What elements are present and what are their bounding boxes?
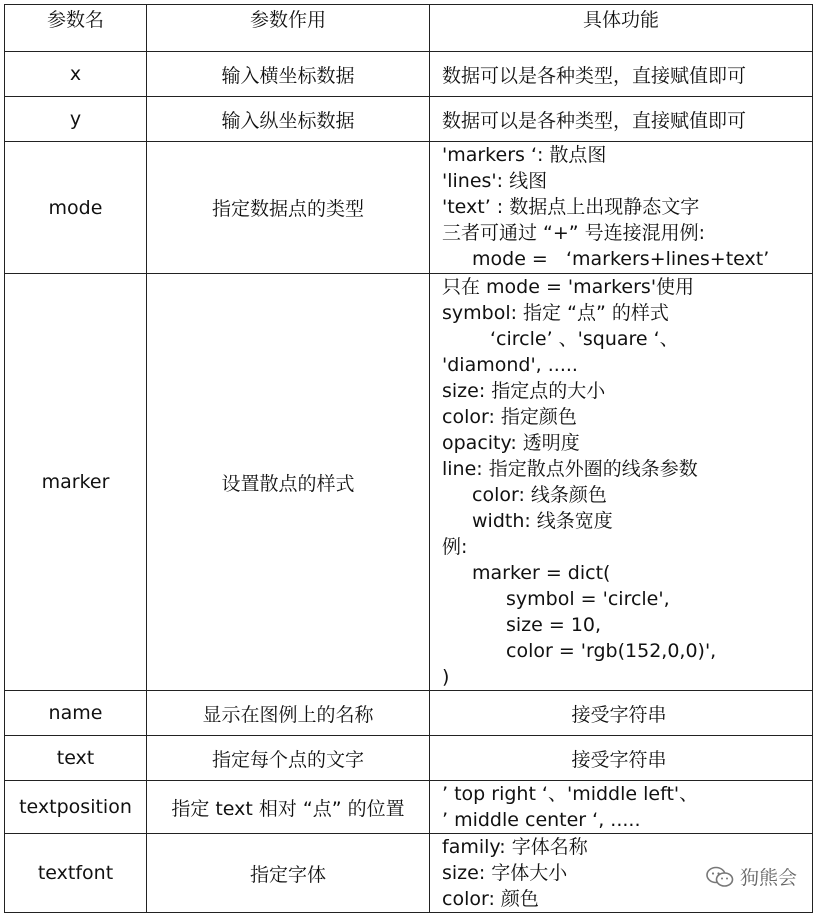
param-function: 数据可以是各种类型，直接赋值即可 <box>430 97 813 142</box>
table-row-text <box>5 736 813 781</box>
table-header-row <box>5 5 813 52</box>
function-line: ‘circle’ 、'square ‘、 <box>490 328 679 350</box>
table-row-textposition <box>5 781 813 834</box>
function-line: color: 指定颜色 <box>442 406 577 428</box>
function-line: size: 指定点的大小 <box>442 380 606 402</box>
function-line: 'lines': 线图 <box>442 170 548 192</box>
watermark-text: 狗熊会 <box>739 867 797 889</box>
param-name: marker <box>5 274 147 691</box>
wechat-icon <box>706 866 734 888</box>
param-purpose: 显示在图例上的名称 <box>147 691 430 736</box>
param-purpose: 设置散点的样式 <box>147 274 430 691</box>
param-name: textposition <box>5 781 147 834</box>
param-name: name <box>5 691 147 736</box>
param-function: 接受字符串 <box>430 691 813 736</box>
param-function: 接受字符串 <box>430 736 813 781</box>
function-line: 'markers ‘: 散点图 <box>442 144 607 166</box>
param-name: x <box>5 52 147 97</box>
param-function: 数据可以是各种类型，直接赋值即可 <box>430 52 813 97</box>
param-name: y <box>5 97 147 142</box>
header-param-purpose: 参数作用 <box>147 5 430 52</box>
table-row-marker <box>5 274 813 691</box>
function-line: marker = dict( <box>472 562 611 584</box>
function-line: symbol: 指定 “点” 的样式 <box>442 302 669 324</box>
table-row-y <box>5 97 813 142</box>
parameter-table <box>4 4 813 913</box>
function-line: color = 'rgb(152,0,0)', <box>506 640 717 662</box>
param-name: text <box>5 736 147 781</box>
function-line: 'text’ : 数据点上出现静态文字 <box>442 196 700 218</box>
function-line: color: 颜色 <box>442 888 539 910</box>
param-name: textfont <box>5 834 147 913</box>
function-line: 例: <box>442 536 468 558</box>
function-line: 三者可通过 “+” 号连接混用例: <box>442 222 706 244</box>
function-line: 只在 mode = 'markers'使用 <box>442 276 695 298</box>
table-row-textfont <box>5 834 813 913</box>
function-line: ’ top right ‘、'middle left'、 <box>442 783 699 805</box>
function-line: symbol = 'circle', <box>506 588 670 610</box>
function-line: opacity: 透明度 <box>442 432 580 454</box>
param-name: mode <box>5 142 147 274</box>
param-function <box>430 274 813 691</box>
function-line: size = 10, <box>506 614 602 636</box>
function-line: ’ middle center ‘, ..... <box>442 809 641 831</box>
header-param-name: 参数名 <box>5 5 147 52</box>
function-line: 'diamond', ..... <box>442 354 578 376</box>
param-purpose: 指定 text 相对 “点” 的位置 <box>147 781 430 834</box>
function-line: width: 线条宽度 <box>472 510 613 532</box>
function-line: ) <box>442 666 450 688</box>
header-param-function: 具体功能 <box>430 5 813 52</box>
param-purpose: 指定字体 <box>147 834 430 913</box>
watermark <box>706 863 797 890</box>
param-purpose: 输入横坐标数据 <box>147 52 430 97</box>
function-line: color: 线条颜色 <box>472 484 607 506</box>
table-row-x <box>5 52 813 97</box>
param-purpose: 输入纵坐标数据 <box>147 97 430 142</box>
param-purpose: 指定每个点的文字 <box>147 736 430 781</box>
param-function <box>430 142 813 274</box>
function-line: line: 指定散点外圈的线条参数 <box>442 458 698 480</box>
table-row-name <box>5 691 813 736</box>
param-purpose: 指定数据点的类型 <box>147 142 430 274</box>
param-function <box>430 781 813 834</box>
function-line: size: 字体大小 <box>442 862 568 884</box>
function-line: family: 字体名称 <box>442 836 588 858</box>
table-row-mode <box>5 142 813 274</box>
function-line: mode = ‘markers+lines+text’ <box>472 248 770 270</box>
